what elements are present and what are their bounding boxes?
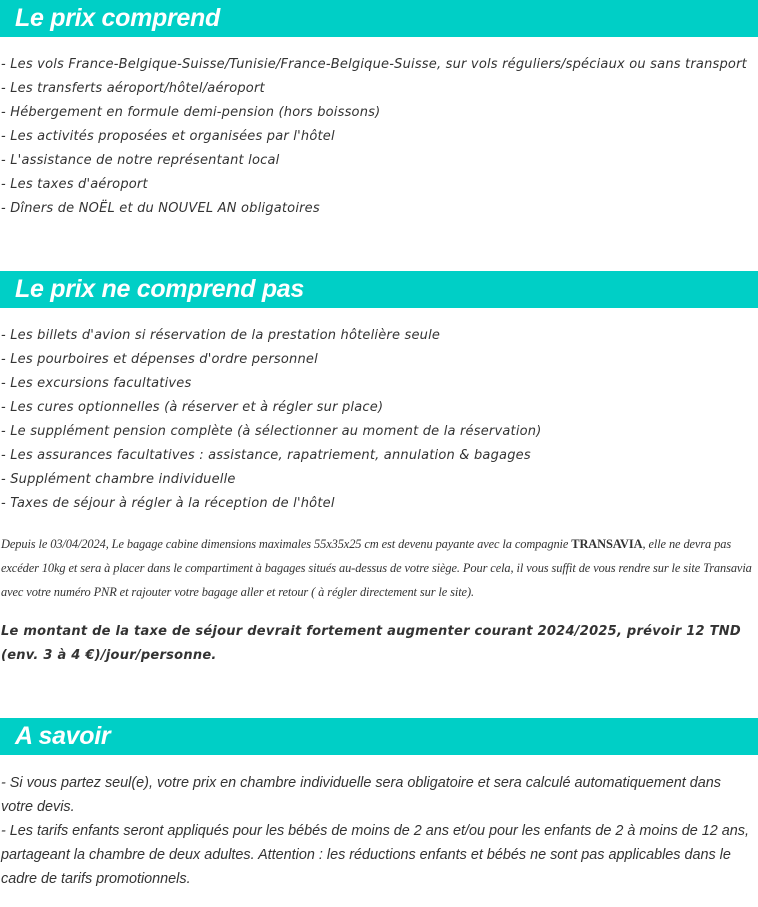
a-savoir-paragraph: - Si vous partez seul(e), votre prix en chambre individuelle sera obligatoire et sera calculé automatiquement dans votre devis.	[1, 775, 721, 815]
list-item: - Dîners de NOËL et du NOUVEL AN obligatoires	[1, 201, 320, 216]
list-item: - Les assurances facultatives : assistance, rapatriement, annulation & bagages	[1, 448, 531, 463]
list-item: - Supplément chambre individuelle	[1, 472, 236, 487]
list-item: - Les taxes d'aéroport	[1, 177, 148, 192]
taxe-sejour-warning: Le montant de la taxe de séjour devrait fortement augmenter courant 2024/2025, prévoir 12 TND (env. 3 à 4 €)/jour/personne.	[1, 624, 741, 663]
section-title-prix-comprend: Le prix comprend	[0, 0, 758, 37]
section-title-prix-ne-comprend-pas: Le prix ne comprend pas	[0, 271, 758, 308]
company-name: TRANSAVIA	[571, 537, 643, 551]
bagage-note-text: Depuis le 03/04/2024, Le bagage cabine dimensions maximales 55x35x25 cm est devenu payante avec la compagnie	[1, 537, 572, 551]
bagage-note-text: , elle ne devra pas excéder 10kg et sera à placer dans le compartiment à bagages situés au-dessus de votre siège. Pour cela, il vous suffit de vous rendre sur le site Transavia avec votre numéro PNR et rajouter votre bagage aller et retour ( à régler directement sur le site).	[1, 537, 752, 599]
list-item: - L'assistance de notre représentant local	[1, 153, 280, 168]
list-item: - Les excursions facultatives	[1, 376, 192, 391]
list-item: - Le supplément pension complète (à sélectionner au moment de la réservation)	[1, 424, 542, 439]
a-savoir-paragraph: - Les tarifs enfants seront appliqués pour les bébés de moins de 2 ans et/ou pour les enfants de 2 à moins de 12 ans, partageant la chambre de deux adultes. Attention : les réductions enfants et bébés ne sont pas applicables dans le cadre de tarifs promotionnels.	[1, 823, 749, 887]
list-item: - Les activités proposées et organisées par l'hôtel	[1, 129, 335, 144]
excluded-list	[1, 324, 542, 516]
bagage-cabine-note	[1, 532, 753, 604]
included-list	[1, 53, 747, 221]
list-item: - Les vols France-Belgique-Suisse/Tunisie/France-Belgique-Suisse, sur vols réguliers/spéciaux ou sans transport	[1, 57, 747, 72]
list-item: - Les billets d'avion si réservation de la prestation hôtelière seule	[1, 328, 441, 343]
list-item: - Hébergement en formule demi-pension (hors boissons)	[1, 105, 381, 120]
list-item: - Les transferts aéroport/hôtel/aéroport	[1, 81, 265, 96]
list-item: - Les pourboires et dépenses d'ordre personnel	[1, 352, 318, 367]
section-title-a-savoir: A savoir	[0, 718, 758, 755]
list-item: - Les cures optionnelles (à réserver et à régler sur place)	[1, 400, 384, 415]
list-item: - Taxes de séjour à régler à la réception de l'hôtel	[1, 496, 335, 511]
a-savoir-content	[1, 771, 753, 891]
